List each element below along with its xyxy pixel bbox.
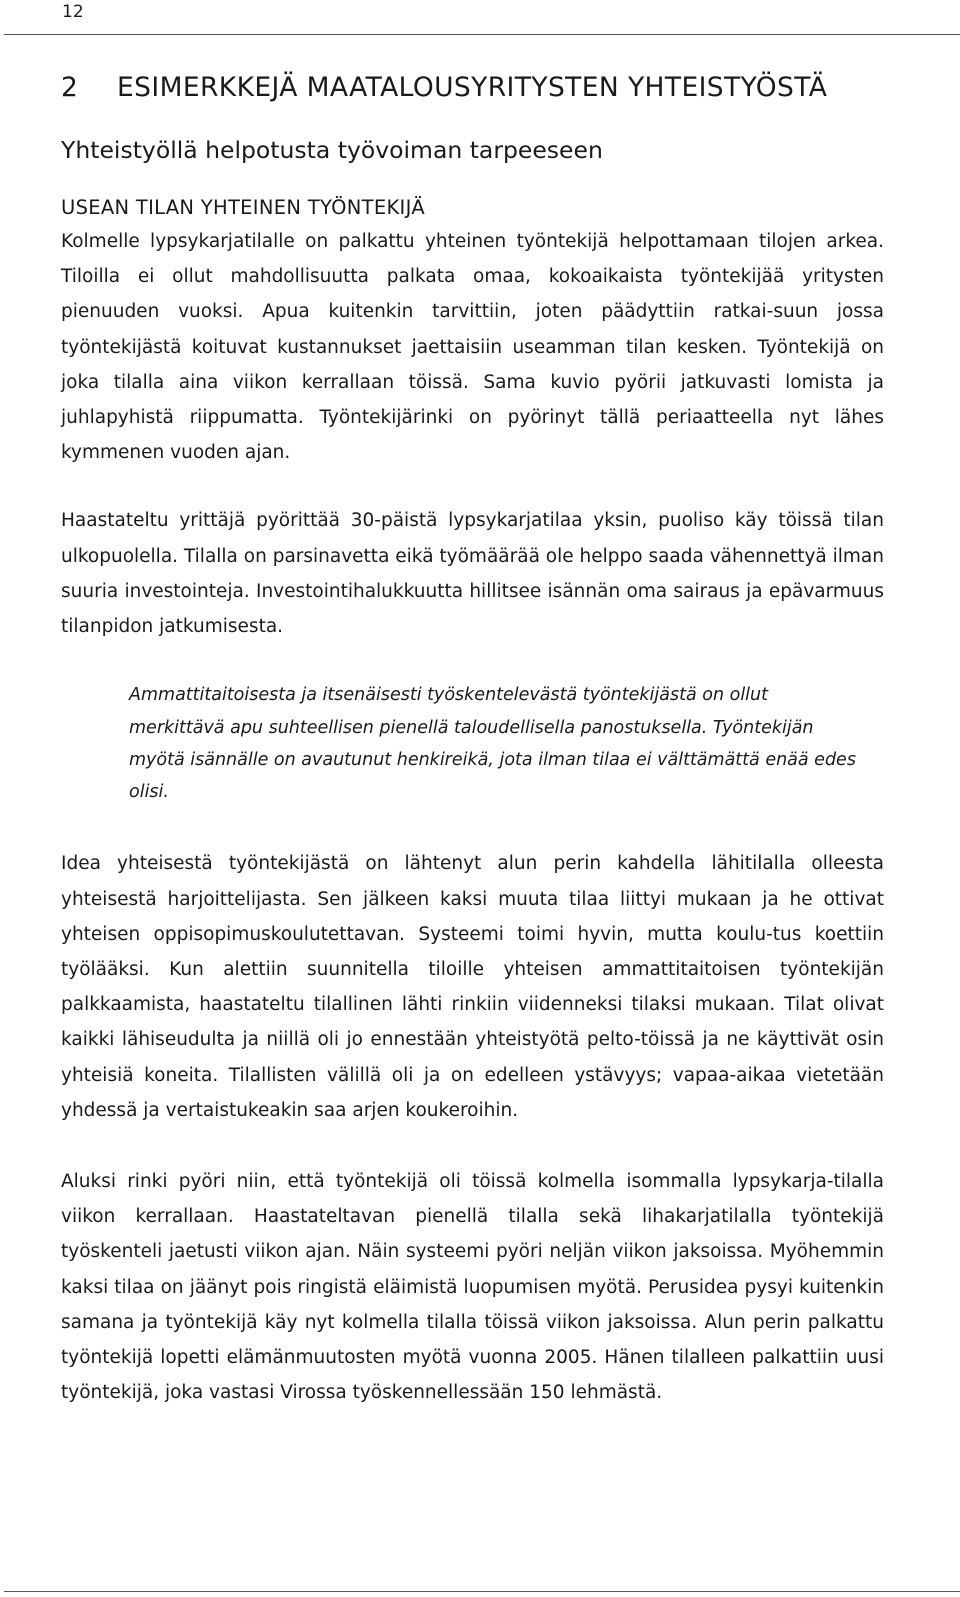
- footer-rule: [4, 1591, 960, 1592]
- body-paragraph: Kolmelle lypsykarjatilalle on palkattu yhteinen työntekijä helpottamaan tilojen arkea. Tiloilla ei ollut mahdollisuutta palkata omaa, kokoaikaista työntekijää yritysten pienuuden vuoksi. Apua kuitenkin tarvittiin, joten päädyttiin ratkai-suun jossa työntekijästä koituvat kustannukset jaettaisiin useamman tilan kesken. Työntekijä on joka tilalla aina viikon kerrallaan töissä. Sama kuvio pyörii jatkuvasti lomista ja juhlapyhistä riippumatta. Työntekijärinki on pyörinyt tällä periaatteella nyt lähes kymmenen vuoden ajan.: [61, 231, 884, 464]
- chapter-heading: [61, 62, 884, 114]
- body-paragraph: Aluksi rinki pyöri niin, että työntekijä oli töissä kolmella isommalla lypsykarja-tilalla viikon kerrallaan. Haastateltavan pienellä tilalla sekä lihakarjatilalla työntekijä työskenteli jaetusti viikon ajan. Näin systeemi pyöri neljän viikon jaksoissa. Myöhemmin kaksi tilaa on jäänyt pois ringistä eläimistä luopumisen myötä. Perusidea pysyi kuitenkin samana ja työntekijä käy nyt kolmella tilalla töissä viikon jaksoissa. Alun perin palkattu työntekijä lopetti elämänmuutosten myötä vuonna 2005. Hänen tilalleen palkattiin uusi työntekijä, joka vastasi Virossa työskennellessään 150 lehmästä.: [61, 1171, 884, 1404]
- subsection-title: USEAN TILAN YHTEINEN TYÖNTEKIJÄ: [61, 196, 425, 219]
- page-number: 12: [62, 2, 84, 22]
- page-content: [61, 62, 884, 1410]
- chapter-title: ESIMERKKEJÄ MAATALOUSYRITYSTEN YHTEISTYÖSTÄ: [117, 72, 828, 103]
- body-paragraph: Idea yhteisestä työntekijästä on lähtenyt alun perin kahdella lähitilalla olleesta yhteisestä harjoittelijasta. Sen jälkeen kaksi muuta tilaa liittyi mukaan ja he ottivat yhteisen oppisopimuskoulutettavan. Systeemi toimi hyvin, mutta koulu-tus koettiin työlääksi. Kun alettiin suunnitella tiloille yhteisen ammattitaitoisen työntekijän palkkaamista, haastateltu tilallinen lähti rinkiin viidenneksi tilaksi mukaan. Tilat olivat kaikki lähiseudulta ja niillä oli jo ennestään yhteistyötä pelto-töissä ja ne käyttivät osin yhteisiä koneita. Tilallisten välillä oli ja on edelleen ystävyys; vapaa-aikaa vietetään yhdessä ja vertaistukeakin saa arjen koukeroihin.: [61, 853, 884, 1121]
- pull-quote: Ammattitaitoisesta ja itsenäisesti työskentelevästä työntekijästä on ollut merkittävä apu suhteellisen pienellä taloudellisella panostuksella. Työntekijän myötä isännälle on avautunut henkireikä, jota ilman tilaa ei välttämättä enää edes olisi.: [129, 685, 856, 803]
- section-title: Yhteistyöllä helpotusta työvoiman tarpeeseen: [61, 136, 603, 164]
- body-paragraph: Haastateltu yrittäjä pyörittää 30-päistä lypsykarjatilaa yksin, puoliso käy töissä tilan ulkopuolella. Tilalla on parsinavetta eikä työmäärää ole helppo saada vähennettyä ilman suuria investointeja. Investointihalukkuutta hillitsee isännän oma sairaus ja epävarmuus tilanpidon jatkumisesta.: [61, 510, 884, 638]
- header-rule: [4, 34, 960, 35]
- chapter-number: 2: [61, 72, 79, 103]
